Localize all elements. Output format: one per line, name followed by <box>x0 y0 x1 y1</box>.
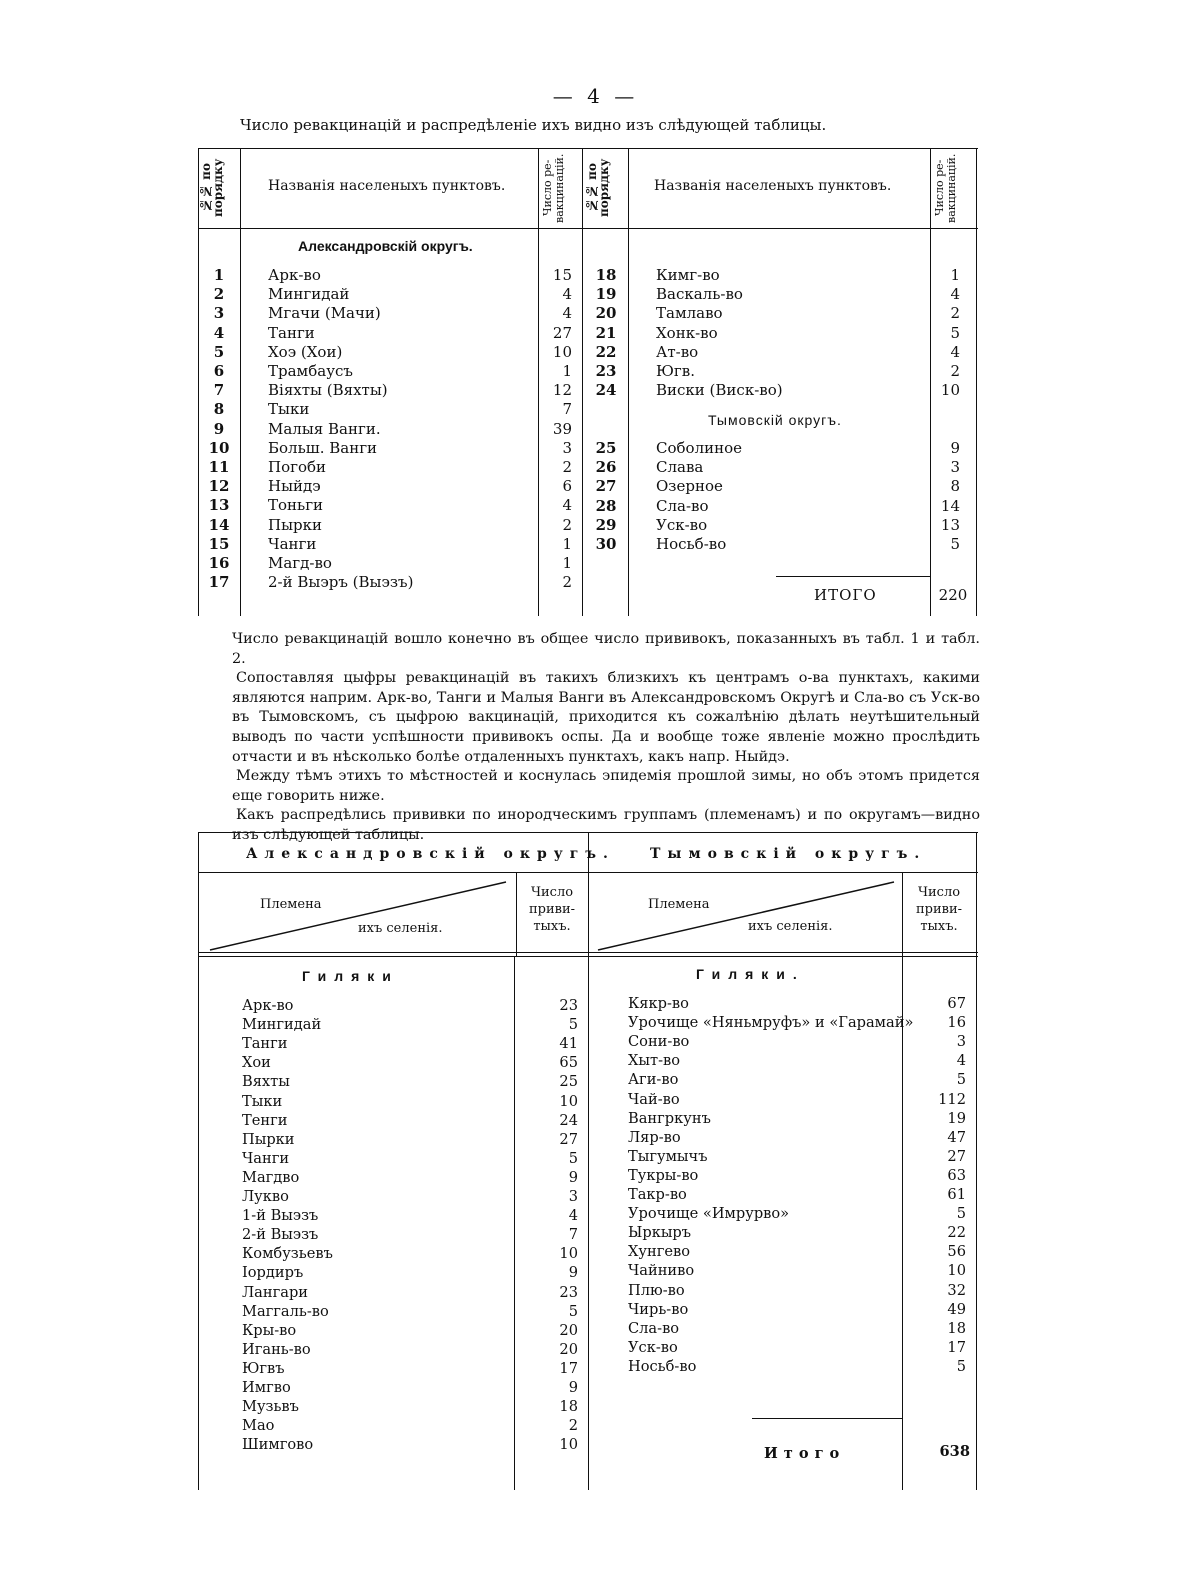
settlement-name: Соболиное <box>656 439 743 457</box>
column-header-count: Число приви-тыхъ. <box>915 885 963 934</box>
settlement-name: Мгачи (Мачи) <box>268 304 381 323</box>
vaccinated-count: 23 <box>559 1283 578 1301</box>
column-header-number: №№ по порядку <box>585 158 611 218</box>
table-row <box>198 1032 978 1051</box>
vaccinated-count: 49 <box>947 1300 966 1318</box>
column-header-settlement: ихъ селенія. <box>748 919 833 934</box>
table-row <box>198 1204 978 1223</box>
table-row <box>198 1281 978 1300</box>
vaccinated-count: 5 <box>568 1016 578 1034</box>
settlement-name: Танги <box>268 323 315 342</box>
body-text <box>232 630 980 846</box>
header-rule <box>198 956 978 957</box>
revaccination-count: 1 <box>562 554 572 572</box>
revaccination-count: 5 <box>950 323 960 342</box>
row-number: 22 <box>595 342 617 361</box>
row-number: 21 <box>595 323 617 342</box>
vaccinated-count: 18 <box>947 1319 966 1337</box>
vaccinated-count: 20 <box>559 1340 578 1358</box>
settlement-name: Вяхты <box>242 1073 290 1091</box>
row-number: 23 <box>595 362 617 380</box>
table-row <box>198 324 978 343</box>
settlement-name: Ляр-во <box>628 1128 681 1146</box>
settlement-name: Кимг-во <box>656 266 720 284</box>
vaccinated-count: 23 <box>559 997 578 1014</box>
row-number: 18 <box>595 266 617 284</box>
row-number: 11 <box>208 458 230 476</box>
revaccination-count: 10 <box>940 381 960 400</box>
row-number: 7 <box>213 381 225 400</box>
column-header-name: Названія населеныхъ пунктовъ. <box>654 178 892 194</box>
vaccinated-count: 25 <box>559 1073 578 1091</box>
header-rule <box>198 228 978 229</box>
vaccinated-count: 61 <box>947 1186 966 1203</box>
row-number: 24 <box>595 381 617 400</box>
revaccination-count: 2 <box>950 362 960 380</box>
row-number: 20 <box>595 304 617 323</box>
revaccination-count: 27 <box>552 323 572 342</box>
settlement-name: Лангари <box>242 1283 309 1301</box>
row-number: 1 <box>213 266 225 284</box>
settlement-name: Ыркыръ <box>628 1224 692 1242</box>
row-number: 30 <box>595 535 617 553</box>
table-row <box>198 554 978 573</box>
vaccinated-count: 17 <box>559 1359 578 1377</box>
row-number: 13 <box>208 496 230 515</box>
row-number: 14 <box>208 515 230 534</box>
table-row <box>198 381 978 400</box>
vaccinated-count: 56 <box>947 1243 966 1261</box>
district-heading: Александровскій округъ. <box>298 238 473 254</box>
row-number: 5 <box>213 342 225 361</box>
revaccination-count: 8 <box>950 477 960 496</box>
revaccination-count: 2 <box>950 304 960 323</box>
column-header-number: №№ по порядку <box>199 158 225 218</box>
settlement-name: 1-й Выэзъ <box>242 1207 319 1225</box>
settlement-name: Лукво <box>242 1188 289 1205</box>
revaccination-table <box>198 148 978 616</box>
vaccinated-count: 17 <box>947 1338 966 1356</box>
tribes-table <box>198 832 978 1490</box>
settlement-name: Носьб-во <box>656 535 727 553</box>
vaccinated-count: 7 <box>568 1226 578 1244</box>
vaccinated-count: 47 <box>947 1128 966 1146</box>
row-number: 15 <box>208 534 230 553</box>
settlement-name: Игань-во <box>242 1340 311 1358</box>
page-number: — 4 — <box>552 84 639 108</box>
settlement-name: Вангркунъ <box>628 1109 711 1127</box>
table-row <box>198 1416 588 1435</box>
district-heading: Тымовскій округъ. <box>650 846 927 862</box>
revaccination-count: 4 <box>562 285 572 304</box>
table-row <box>198 1338 978 1357</box>
vaccinated-count: 27 <box>947 1147 966 1165</box>
settlement-name: Носьб-во <box>628 1357 697 1375</box>
settlement-name: 2-й Выэръ (Выэзъ) <box>268 573 414 592</box>
column-header-tribe: Племена <box>648 897 710 912</box>
settlement-name: Арк-во <box>242 997 294 1014</box>
total-label: ИТОГО <box>814 586 877 604</box>
table-row <box>198 1090 978 1109</box>
total-rule <box>752 1418 902 1419</box>
settlement-name: Тенги <box>242 1111 288 1129</box>
settlement-name: Озерное <box>656 477 723 496</box>
revaccination-count: 13 <box>940 515 960 534</box>
revaccination-count: 4 <box>562 496 572 515</box>
vaccinated-count: 19 <box>947 1109 966 1127</box>
vaccinated-count: 3 <box>568 1188 578 1205</box>
table-row <box>198 1242 978 1261</box>
settlement-name: Кры-во <box>242 1321 297 1339</box>
settlement-name: Тыки <box>268 400 310 419</box>
vaccinated-count: 9 <box>568 1264 578 1282</box>
table-row <box>198 439 978 458</box>
settlement-name: Музьвъ <box>242 1398 299 1416</box>
settlement-name: Чанги <box>268 534 317 553</box>
total-value: 220 <box>938 586 968 604</box>
revaccination-count: 1 <box>950 266 960 284</box>
revaccination-count: 39 <box>552 419 572 438</box>
header-rule <box>198 952 978 953</box>
paragraph: Какъ распредѣлись прививки по инородческимъ группамъ (племенамъ) и по округамъ—видно изъ слѣдующей таблицы. <box>232 807 980 843</box>
column-header-count: Число ре-вакцинацій. <box>933 153 958 223</box>
row-number: 2 <box>213 285 225 304</box>
settlement-name: Шимгово <box>242 1436 314 1454</box>
settlement-name: Урочище «Няньмруфъ» и «Гарамай» <box>628 1014 914 1032</box>
row-number: 26 <box>595 458 617 477</box>
total-value: 638 <box>939 1443 970 1460</box>
settlement-name: Комбузьевъ <box>242 1245 333 1263</box>
diagonal-divider <box>594 876 902 952</box>
paragraph: Число ревакцинацій вошло конечно въ общее число прививокъ, показанныхъ въ табл. 1 и табл. 2. <box>232 631 980 667</box>
column-header-name: Названія населеныхъ пунктовъ. <box>268 178 506 194</box>
vaccinated-count: 3 <box>956 1033 966 1051</box>
table-border <box>198 148 978 149</box>
paragraph: Между тѣмъ этихъ то мѣстностей и коснулась эпидемія прошлой зимы, но объ этомъ придется еще говорить ниже. <box>232 768 980 804</box>
settlement-name: Урочище «Имрурво» <box>628 1205 790 1223</box>
settlement-name: Ат-во <box>656 342 699 361</box>
settlement-name: Хунгево <box>628 1243 690 1261</box>
settlement-name: 2-й Выэзъ <box>242 1226 319 1244</box>
table-row <box>198 1300 978 1319</box>
revaccination-count: 6 <box>562 477 572 496</box>
vaccinated-count: 16 <box>947 1014 966 1032</box>
column-header-count: Число приви-тыхъ. <box>528 885 576 934</box>
vaccinated-count: 10 <box>559 1092 578 1110</box>
vaccinated-count: 10 <box>559 1436 578 1454</box>
settlement-name: Тоньги <box>268 496 324 515</box>
revaccination-count: 4 <box>950 285 960 304</box>
vaccinated-count: 4 <box>568 1207 578 1225</box>
intro-line: Число ревакцинацій и распредѣленіе ихъ видно изъ слѣдующей таблицы. <box>240 116 827 134</box>
settlement-name: Тукры-во <box>628 1166 699 1184</box>
settlement-name: Сла-во <box>656 496 709 515</box>
vaccinated-count: 41 <box>559 1035 578 1053</box>
settlement-name: Васкаль-во <box>656 285 743 304</box>
column-header-tribe: Племена <box>260 897 322 912</box>
revaccination-count: 3 <box>950 458 960 477</box>
settlement-name: Іордиръ <box>242 1264 304 1282</box>
column-header-count: Число ре-вакцинацій. <box>541 153 566 223</box>
revaccination-count: 2 <box>562 458 572 476</box>
revaccination-count: 14 <box>940 496 960 515</box>
vaccinated-count: 10 <box>559 1245 578 1263</box>
table-row <box>198 497 978 516</box>
row-number: 17 <box>208 573 230 592</box>
revaccination-count: 4 <box>950 342 960 361</box>
group-heading: Гиляки. <box>696 966 805 982</box>
settlement-name: Мингидай <box>268 285 350 304</box>
settlement-name: Погоби <box>268 458 327 476</box>
settlement-name: Ныйдэ <box>268 477 321 496</box>
table-row <box>198 1319 978 1338</box>
revaccination-count: 7 <box>562 400 572 419</box>
row-number: 16 <box>208 554 230 572</box>
table-row <box>198 1378 588 1397</box>
column-header-settlement: ихъ селенія. <box>358 921 443 936</box>
settlement-name: Пырки <box>242 1130 295 1148</box>
row-number: 4 <box>213 323 225 342</box>
revaccination-count: 15 <box>552 266 572 284</box>
table-row <box>198 266 978 285</box>
vaccinated-count: 112 <box>938 1090 966 1108</box>
revaccination-count: 2 <box>562 515 572 534</box>
table-row <box>198 1051 978 1070</box>
group-heading: Гиляки <box>302 968 399 984</box>
settlement-name: Чай-во <box>628 1090 680 1108</box>
vaccinated-count: 65 <box>559 1054 578 1072</box>
vaccinated-count: 5 <box>956 1071 966 1089</box>
revaccination-count: 2 <box>562 573 572 592</box>
revaccination-count: 10 <box>552 342 572 361</box>
vaccinated-count: 24 <box>559 1111 578 1129</box>
row-number: 12 <box>208 477 230 496</box>
table-row <box>198 1397 588 1416</box>
settlement-name: Такр-во <box>628 1186 687 1203</box>
settlement-name: Пырки <box>268 515 322 534</box>
table-row <box>198 535 978 554</box>
row-number: 27 <box>595 477 617 496</box>
vaccinated-count: 2 <box>568 1417 578 1435</box>
table-row <box>198 477 978 496</box>
settlement-name: Мао <box>242 1417 275 1435</box>
table-row <box>198 420 978 439</box>
table-row <box>198 343 978 362</box>
vaccinated-count: 22 <box>947 1224 966 1242</box>
settlement-name: Сла-во <box>628 1319 680 1337</box>
vaccinated-count: 5 <box>568 1149 578 1167</box>
revaccination-count: 1 <box>562 362 572 380</box>
settlement-name: Сони-во <box>628 1033 690 1051</box>
vaccinated-count: 5 <box>568 1302 578 1320</box>
settlement-name: Трамбаусъ <box>268 362 353 380</box>
table-row <box>198 458 978 477</box>
settlement-name: Уск-во <box>656 515 708 534</box>
settlement-name: Тыки <box>242 1092 283 1110</box>
revaccination-count: 5 <box>950 535 960 553</box>
vaccinated-count: 9 <box>568 1379 578 1396</box>
row-number: 29 <box>595 515 617 534</box>
paragraph: Сопоставляя цыфры ревакцинацій въ такихъ близкихъ къ центрамъ о-ва пунктахъ, какими являются наприм. Арк-во, Танги и Малыя Ванги въ Александровскомъ Округѣ и Сла-во съ Уск-во въ Тымовскомъ, съ цыфрою вакцинацій, приходится къ сожалѣнію дѣлать неутѣшительный выводъ по части успѣшности прививокъ оспы. Да и вообще тоже явленіе можно прослѣдить отчасти и въ нѣсколько болѣе отдаленныхъ пунктахъ, какъ напр. Ныйдэ. <box>232 670 980 765</box>
settlement-name: Малыя Ванги. <box>268 419 381 438</box>
table-row <box>198 285 978 304</box>
vaccinated-count: 4 <box>956 1052 966 1070</box>
settlement-name: Тамлаво <box>656 304 723 323</box>
settlement-name: Хои <box>242 1054 271 1072</box>
district-heading: Тымовскій округъ. <box>708 412 842 428</box>
settlement-name: Чанги <box>242 1149 290 1167</box>
revaccination-count: 3 <box>562 438 572 457</box>
total-label: Итого <box>764 1445 846 1462</box>
vaccinated-count: 32 <box>947 1281 966 1299</box>
settlement-name: Уск-во <box>628 1338 678 1356</box>
settlement-name: Имгво <box>242 1379 291 1396</box>
row-number: 19 <box>595 285 617 304</box>
row-number: 28 <box>595 496 617 515</box>
settlement-name: Мингидай <box>242 1016 322 1034</box>
table-row <box>198 304 978 323</box>
district-heading: Александровскій округъ. <box>246 846 615 862</box>
table-row <box>198 994 978 1013</box>
vaccinated-count: 63 <box>947 1166 966 1184</box>
settlement-name: Чирь-во <box>628 1300 689 1318</box>
column-divider <box>516 872 517 956</box>
settlement-name: Магд-во <box>268 554 332 572</box>
table-row <box>198 1357 978 1376</box>
vaccinated-count: 27 <box>559 1130 578 1148</box>
table-row <box>198 1109 978 1128</box>
table-row <box>198 1261 978 1280</box>
settlement-name: Югвъ <box>242 1359 285 1377</box>
settlement-name: Маггаль-во <box>242 1302 329 1320</box>
vaccinated-count: 9 <box>568 1168 578 1186</box>
row-number: 8 <box>213 400 225 419</box>
table-row <box>198 1223 978 1242</box>
revaccination-count: 9 <box>950 439 960 457</box>
table-row <box>198 1147 978 1166</box>
table-row <box>198 516 978 535</box>
table-row <box>198 1128 978 1147</box>
table-row <box>198 362 978 381</box>
settlement-name: Кякр-во <box>628 995 689 1012</box>
table-row <box>198 400 978 419</box>
settlement-name: Аги-во <box>628 1071 679 1089</box>
vaccinated-count: 20 <box>559 1321 578 1339</box>
row-number: 3 <box>213 304 225 323</box>
table-row <box>198 1185 978 1204</box>
vaccinated-count: 18 <box>559 1398 578 1416</box>
table-row <box>198 1166 978 1185</box>
vaccinated-count: 5 <box>956 1205 966 1223</box>
settlement-name: Плю-во <box>628 1281 685 1299</box>
diagonal-divider <box>206 876 514 952</box>
settlement-name: Танги <box>242 1035 288 1053</box>
revaccination-count: 1 <box>562 534 572 553</box>
settlement-name: Хыт-во <box>628 1052 681 1070</box>
header-rule <box>198 872 978 873</box>
table-row <box>198 1435 588 1454</box>
settlement-name: Віяхты (Вяхты) <box>268 381 388 400</box>
settlement-name: Арк-во <box>268 266 321 284</box>
table-row <box>198 1070 978 1089</box>
vaccinated-count: 67 <box>947 995 966 1012</box>
settlement-name: Тыгумычъ <box>628 1147 708 1165</box>
table-row <box>198 1013 978 1032</box>
vaccinated-count: 5 <box>956 1357 966 1375</box>
settlement-name: Чайниво <box>628 1262 695 1280</box>
vaccinated-count: 10 <box>947 1262 966 1280</box>
revaccination-count: 4 <box>562 304 572 323</box>
settlement-name: Больш. Ванги <box>268 438 378 457</box>
row-number: 6 <box>213 362 225 380</box>
settlement-name: Югв. <box>656 362 695 380</box>
row-number: 25 <box>595 439 617 457</box>
settlement-name: Хонк-во <box>656 323 718 342</box>
settlement-name: Виски (Виск-во) <box>656 381 783 400</box>
settlement-name: Магдво <box>242 1168 300 1186</box>
row-number: 10 <box>208 438 230 457</box>
settlement-name: Слава <box>656 458 704 477</box>
table-border <box>198 832 978 833</box>
settlement-name: Хоэ (Хои) <box>268 342 343 361</box>
revaccination-count: 12 <box>552 381 572 400</box>
row-number: 9 <box>213 419 225 438</box>
